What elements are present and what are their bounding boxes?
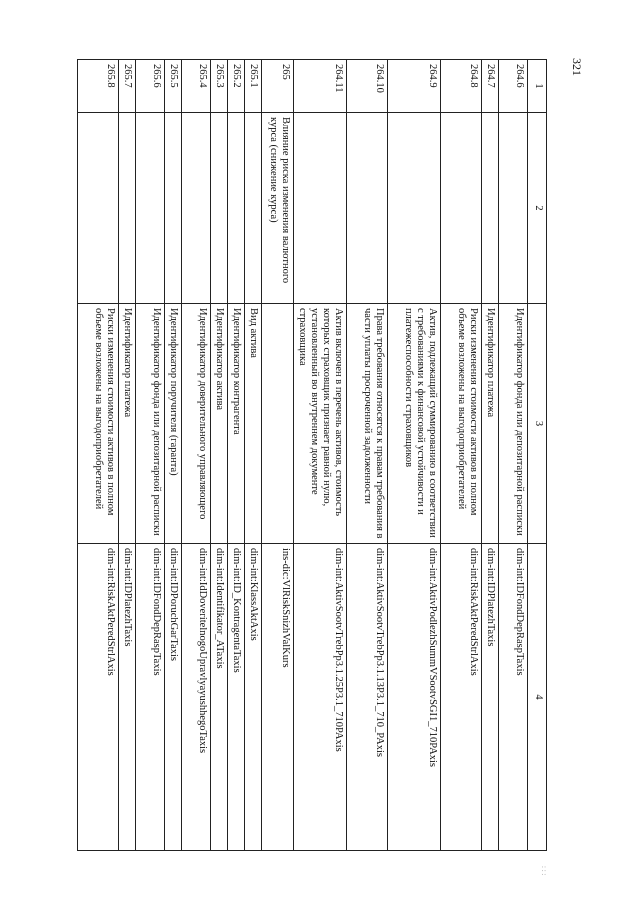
- header-row: [528, 60, 547, 851]
- data-table: [77, 59, 547, 851]
- indicator-code: dim-int:IdDoveritelnogoUpravlyayushhegoTaxis: [182, 544, 211, 851]
- table-row: [294, 60, 347, 851]
- table-row: [262, 60, 294, 851]
- table-row: [441, 60, 482, 851]
- indicator-description: Риски изменения стоимости активов в полном объеме возложены на выгодоприобретателей: [441, 304, 482, 544]
- row-number: 265: [262, 60, 294, 113]
- rotated-table-frame: [66, 59, 547, 850]
- indicator-code: dim-int:IDFondDepRaspTaxis: [136, 544, 165, 851]
- header-cell: 3: [528, 304, 547, 544]
- row-number: 264.9: [388, 60, 441, 113]
- indicator-description: Идентификатор доверительного управляющего: [182, 304, 211, 544]
- indicator-code: dim-int:KlassAktAxis: [245, 544, 262, 851]
- indicator-name: [388, 113, 441, 304]
- indicator-description: Идентификатор фонда или депозитарной расписки: [136, 304, 165, 544]
- indicator-name: [78, 113, 119, 304]
- indicator-description: Актив, подлежащий суммированию в соответствии с требованиями к финансовой устойчивости и платежеспособности страховщиков: [388, 304, 441, 544]
- row-number: 265.4: [182, 60, 211, 113]
- row-number: 265.2: [228, 60, 245, 113]
- table-row: [245, 60, 262, 851]
- row-number: 265.6: [136, 60, 165, 113]
- table-container: [66, 59, 547, 850]
- indicator-name: [119, 113, 136, 304]
- table-row: [211, 60, 228, 851]
- table-row: [482, 60, 499, 851]
- table-row: [78, 60, 119, 851]
- row-number: 264.10: [347, 60, 388, 113]
- row-number: 264.6: [499, 60, 528, 113]
- table-row: [136, 60, 165, 851]
- indicator-name: [294, 113, 347, 304]
- indicator-name: [165, 113, 182, 304]
- indicator-description: Идентификатор фонда или депозитарной расписки: [499, 304, 528, 544]
- indicator-code: dim-int:AktivPodlezhSummVSootvSGI1_710PAxis: [388, 544, 441, 851]
- indicator-description: Вид актива: [245, 304, 262, 544]
- row-number: 264.7: [482, 60, 499, 113]
- row-number: 264.8: [441, 60, 482, 113]
- indicator-name: [347, 113, 388, 304]
- header-cell: 1: [528, 60, 547, 113]
- table-row: [165, 60, 182, 851]
- indicator-description: Идентификатор поручителя (гаранта): [165, 304, 182, 544]
- indicator-code: dim-int:RiskAktPeredStrlAxis: [441, 544, 482, 851]
- indicator-name: [499, 113, 528, 304]
- row-number: 265.7: [119, 60, 136, 113]
- indicator-code: dim-int:IDFondDepRaspTaxis: [499, 544, 528, 851]
- indicator-name: [182, 113, 211, 304]
- indicator-description: Права требования относятся к правам требования в части уплаты просроченной задолженности: [347, 304, 388, 544]
- indicator-description: Актив включен в перечень активов, стоимость которых страховщик признает равной нулю, установленный во внутреннем документе страховщика: [294, 304, 347, 544]
- table-row: [182, 60, 211, 851]
- indicator-code: dim-int:AktivSootvTrebPp3.1.25P3.1_710PAxis: [294, 544, 347, 851]
- indicator-name: Влияние риска изменения валютного курса (снижение курса): [262, 113, 294, 304]
- indicator-name: [136, 113, 165, 304]
- indicator-description: Риски изменения стоимости активов в полном объеме возложены на выгодоприобретателей: [78, 304, 119, 544]
- indicator-code: dim-int:IDPlatezhTaxis: [482, 544, 499, 851]
- margin-mark: : : :: [540, 866, 548, 876]
- indicator-description: Идентификатор контрагента: [228, 304, 245, 544]
- row-number: 265.3: [211, 60, 228, 113]
- indicator-name: [211, 113, 228, 304]
- table-row: [119, 60, 136, 851]
- row-number: 265.1: [245, 60, 262, 113]
- table-row: [499, 60, 528, 851]
- table-row: [347, 60, 388, 851]
- row-number: 265.8: [78, 60, 119, 113]
- row-number: 264.11: [294, 60, 347, 113]
- indicator-code: dim-int:IDPlatezhTaxis: [119, 544, 136, 851]
- indicator-description: [262, 304, 294, 544]
- header-cell: 4: [528, 544, 547, 851]
- indicator-name: [441, 113, 482, 304]
- indicator-code: dim-int:Identifikator_ATaxis: [211, 544, 228, 851]
- indicator-code: dim-int:AktivSootvTrebPp3.1.13P3.1_710_PAxis: [347, 544, 388, 851]
- table-row: [228, 60, 245, 851]
- header-cell: 2: [528, 113, 547, 304]
- indicator-code: dim-int:IDPoruchGarTaxis: [165, 544, 182, 851]
- indicator-code: ins-dic:VlRiskSnizhValKurs: [262, 544, 294, 851]
- indicator-name: [228, 113, 245, 304]
- indicator-description: Идентификатор платежа: [119, 304, 136, 544]
- indicator-description: Идентификатор актива: [211, 304, 228, 544]
- row-number: 265.5: [165, 60, 182, 113]
- indicator-description: Идентификатор платежа: [482, 304, 499, 544]
- table-row: [388, 60, 441, 851]
- indicator-name: [482, 113, 499, 304]
- page-number: 321: [570, 58, 584, 76]
- indicator-name: [245, 113, 262, 304]
- indicator-code: dim-int:ID_KontragentaTaxis: [228, 544, 245, 851]
- indicator-code: dim-int:RiskAktPeredStrlAxis: [78, 544, 119, 851]
